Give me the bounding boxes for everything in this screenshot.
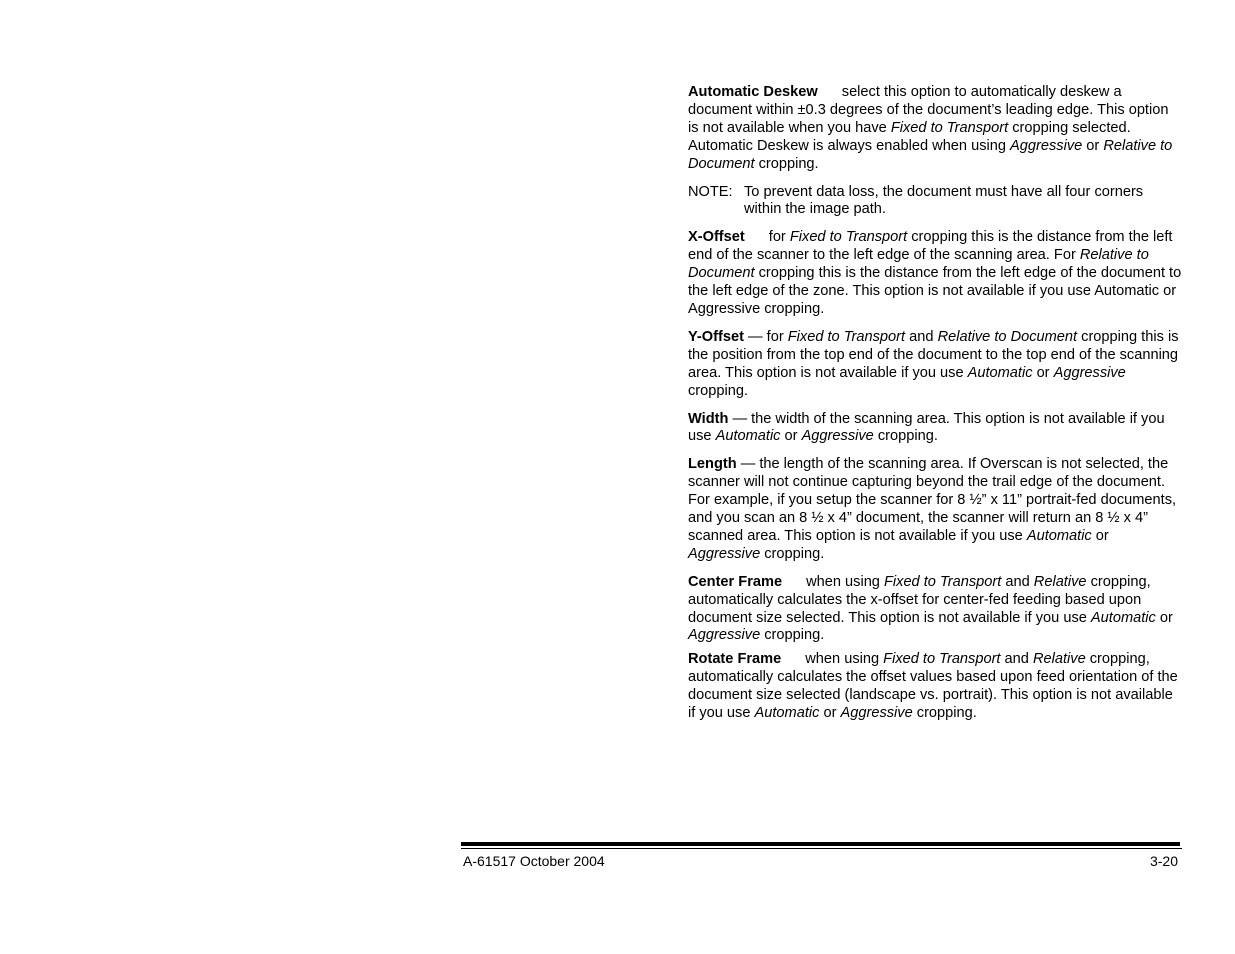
term-length: Length <box>688 456 737 473</box>
text-run: — the length of the scanning area. If Overscan is not selected, the scanner will not continue capturing beyond the trail edge of the document. For example, if you setup the scanner for 8 ½” x 11” portrait-fed documents, and you scan an 8 ½ x 4” document, the scanner will return an 8 ½ x 4” scanned area. This option is not available if you use <box>688 456 1177 544</box>
text-run: — the width of the scanning area. This option is not available if you use <box>688 410 1165 445</box>
text-run: cropping. <box>688 382 749 399</box>
term-width: Width <box>688 410 729 427</box>
footer-page-number: 3-20 <box>1149 853 1178 869</box>
text-run: when using <box>805 651 884 668</box>
paragraph-rotate-frame <box>688 651 1183 723</box>
italic-run: Aggressive <box>801 428 874 445</box>
italic-run: Automatic <box>1026 527 1092 544</box>
italic-run: Fixed to Transport <box>789 229 908 246</box>
term-center-frame: Center Frame <box>688 573 783 590</box>
text-run: cropping this is the position from the top end of the document to the top end of the scanning area. This option is not available if you use <box>688 328 1179 381</box>
paragraph-y-offset <box>688 329 1183 401</box>
text-run: cropping. <box>760 545 825 562</box>
text-run: for <box>768 229 790 246</box>
text-run: when using <box>806 573 884 590</box>
italic-run: Automatic <box>754 705 820 722</box>
paragraph-center-frame <box>688 574 1183 646</box>
italic-run: Relative to Document <box>937 328 1078 345</box>
term-y-offset: Y-Offset <box>688 328 744 345</box>
text-run: or <box>780 428 802 445</box>
italic-run: Relative to Document <box>688 137 1173 172</box>
text-run: cropping. <box>912 705 977 722</box>
paragraph-x-offset <box>688 229 1183 319</box>
italic-run: Automatic <box>715 428 781 445</box>
italic-run: Relative <box>1033 573 1087 590</box>
text-run: or <box>1091 527 1109 544</box>
text-run: or <box>1032 364 1054 381</box>
italic-run: Aggressive <box>1010 137 1083 154</box>
text-run: cropping selected. Automatic Deskew is always enabled when using <box>688 119 1131 154</box>
italic-run: Automatic <box>967 364 1033 381</box>
text-run: or <box>819 705 841 722</box>
italic-run: Aggressive <box>688 627 761 644</box>
note-label: NOTE: <box>688 183 733 200</box>
paragraph-automatic-deskew <box>688 84 1183 174</box>
text-run: or <box>1155 609 1173 626</box>
text-run: and <box>905 328 938 345</box>
italic-run: Relative <box>1032 651 1086 668</box>
term-rotate-frame: Rotate Frame <box>688 651 782 668</box>
italic-run: Aggressive <box>840 705 913 722</box>
document-body <box>688 84 1183 733</box>
footer-rule-thick <box>461 842 1180 846</box>
paragraph-width <box>688 411 1183 447</box>
text-run: select this option to automatically deskew a document within ±0.3 degrees of the document’s leading edge. This option is not available when you have <box>688 84 1169 136</box>
italic-run: Automatic <box>1090 609 1156 626</box>
term-x-offset: X-Offset <box>688 229 745 246</box>
note-text: To prevent data loss, the document must have all four corners within the image path. <box>744 183 1144 218</box>
text-run: cropping. <box>873 428 938 445</box>
text-run: and <box>1000 651 1033 668</box>
text-run: or <box>1082 137 1104 154</box>
text-run: cropping, automatically calculates the x-offset for center-fed feeding based upon document size selected. This option is not available if you use <box>688 573 1151 626</box>
footer-doc-id: A-61517 October 2004 <box>463 853 605 869</box>
text-run: cropping. <box>760 627 825 644</box>
footer-rule-thin <box>461 848 1182 849</box>
text-run: cropping, automatically calculates the offset values based upon feed orientation of the document size selected (landscape vs. portrait). This option is not available if you use <box>688 651 1178 722</box>
italic-run: Fixed to Transport <box>890 119 1009 136</box>
text-run: cropping. <box>754 155 819 172</box>
note-block <box>688 184 1183 220</box>
italic-run: Fixed to Transport <box>787 328 906 345</box>
italic-run: Aggressive <box>688 545 761 562</box>
text-run: cropping this is the distance from the left edge of the document to the left edge of the zone. This option is not available if you use Automatic or Aggressive cropping. <box>688 265 1182 317</box>
paragraph-length <box>688 456 1183 563</box>
term-automatic-deskew: Automatic Deskew <box>688 84 818 100</box>
text-run: cropping this is the distance from the left end of the scanner to the left edge of the scanning area. For <box>688 229 1173 264</box>
italic-run: Fixed to Transport <box>883 651 1001 668</box>
text-run: — for <box>743 328 788 345</box>
italic-run: Relative to Document <box>688 247 1149 282</box>
italic-run: Aggressive <box>1053 364 1126 381</box>
text-run: and <box>1001 573 1034 590</box>
italic-run: Fixed to Transport <box>883 573 1002 590</box>
